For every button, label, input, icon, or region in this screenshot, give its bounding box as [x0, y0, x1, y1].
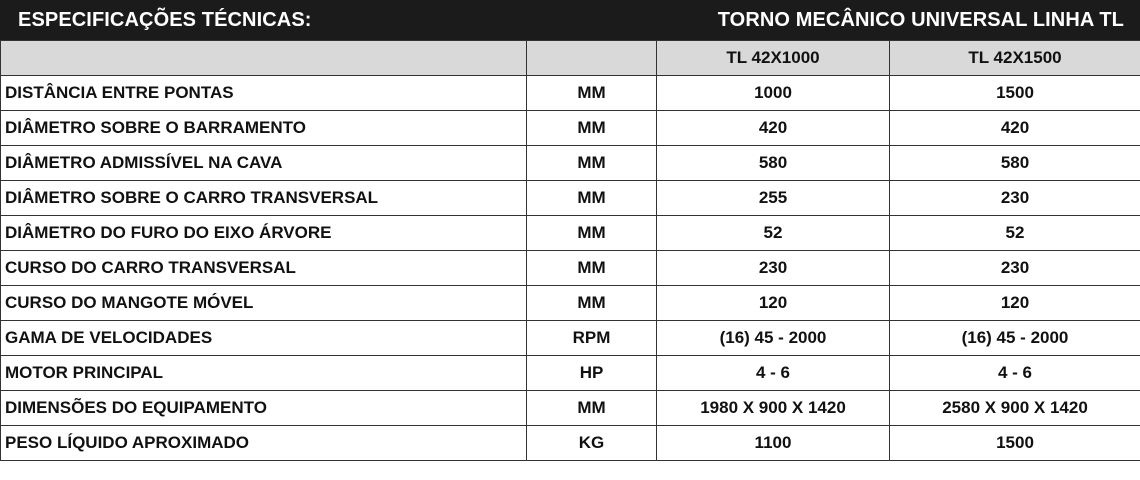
spec-value-model-a: 1980 X 900 X 1420 — [657, 391, 890, 426]
spec-value-model-a: 4 - 6 — [657, 356, 890, 391]
spec-value-model-b: 120 — [890, 286, 1140, 321]
spec-unit: MM — [527, 76, 657, 111]
spec-value-model-a: (16) 45 - 2000 — [657, 321, 890, 356]
spec-value-model-a: 230 — [657, 251, 890, 286]
spec-value-model-a: 52 — [657, 216, 890, 251]
table-row — [1, 356, 1140, 391]
table-row — [1, 426, 1140, 461]
spec-unit: MM — [527, 251, 657, 286]
spec-label: GAMA DE VELOCIDADES — [1, 321, 527, 356]
spec-value-model-b: 1500 — [890, 426, 1140, 461]
spec-value-model-b: 1500 — [890, 76, 1140, 111]
spec-label: DIÂMETRO SOBRE O CARRO TRANSVERSAL — [1, 181, 527, 216]
table-row — [1, 391, 1140, 426]
spec-unit: MM — [527, 181, 657, 216]
table-row — [1, 146, 1140, 181]
spec-value-model-b: 420 — [890, 111, 1140, 146]
spec-label: DISTÂNCIA ENTRE PONTAS — [1, 76, 527, 111]
header-cell-model-a: TL 42X1000 — [657, 41, 890, 76]
spec-unit: MM — [527, 391, 657, 426]
spec-value-model-a: 255 — [657, 181, 890, 216]
spec-table — [0, 40, 1140, 461]
spec-value-model-b: 52 — [890, 216, 1140, 251]
spec-unit: KG — [527, 426, 657, 461]
product-title: TORNO MECÂNICO UNIVERSAL LINHA TL — [717, 8, 1124, 31]
spec-unit: RPM — [527, 321, 657, 356]
spec-value-model-b: (16) 45 - 2000 — [890, 321, 1140, 356]
table-row — [1, 181, 1140, 216]
spec-label: DIÂMETRO DO FURO DO EIXO ÁRVORE — [1, 216, 527, 251]
table-row — [1, 321, 1140, 356]
spec-value-model-b: 230 — [890, 181, 1140, 216]
spec-label: PESO LÍQUIDO APROXIMADO — [1, 426, 527, 461]
title-bar — [0, 0, 1140, 40]
table-row — [1, 286, 1140, 321]
table-row — [1, 216, 1140, 251]
spec-value-model-b: 230 — [890, 251, 1140, 286]
spec-value-model-a: 580 — [657, 146, 890, 181]
spec-unit: MM — [527, 286, 657, 321]
spec-value-model-b: 2580 X 900 X 1420 — [890, 391, 1140, 426]
spec-value-model-a: 1100 — [657, 426, 890, 461]
spec-label: CURSO DO CARRO TRANSVERSAL — [1, 251, 527, 286]
spec-value-model-b: 4 - 6 — [890, 356, 1140, 391]
table-row — [1, 76, 1140, 111]
spec-value-model-a: 120 — [657, 286, 890, 321]
spec-unit: MM — [527, 111, 657, 146]
spec-label: CURSO DO MANGOTE MÓVEL — [1, 286, 527, 321]
spec-label: DIÂMETRO ADMISSÍVEL NA CAVA — [1, 146, 527, 181]
spec-unit: MM — [527, 146, 657, 181]
spec-title: ESPECIFICAÇÕES TÉCNICAS: — [18, 8, 312, 31]
spec-label: MOTOR PRINCIPAL — [1, 356, 527, 391]
spec-unit: HP — [527, 356, 657, 391]
spec-value-model-a: 420 — [657, 111, 890, 146]
spec-label: DIMENSÕES DO EQUIPAMENTO — [1, 391, 527, 426]
table-header-row — [1, 41, 1140, 76]
spec-value-model-b: 580 — [890, 146, 1140, 181]
header-cell-unit — [527, 41, 657, 76]
table-row — [1, 251, 1140, 286]
spec-value-model-a: 1000 — [657, 76, 890, 111]
spec-unit: MM — [527, 216, 657, 251]
header-cell-label — [1, 41, 527, 76]
header-cell-model-b: TL 42X1500 — [890, 41, 1140, 76]
spec-label: DIÂMETRO SOBRE O BARRAMENTO — [1, 111, 527, 146]
table-row — [1, 111, 1140, 146]
